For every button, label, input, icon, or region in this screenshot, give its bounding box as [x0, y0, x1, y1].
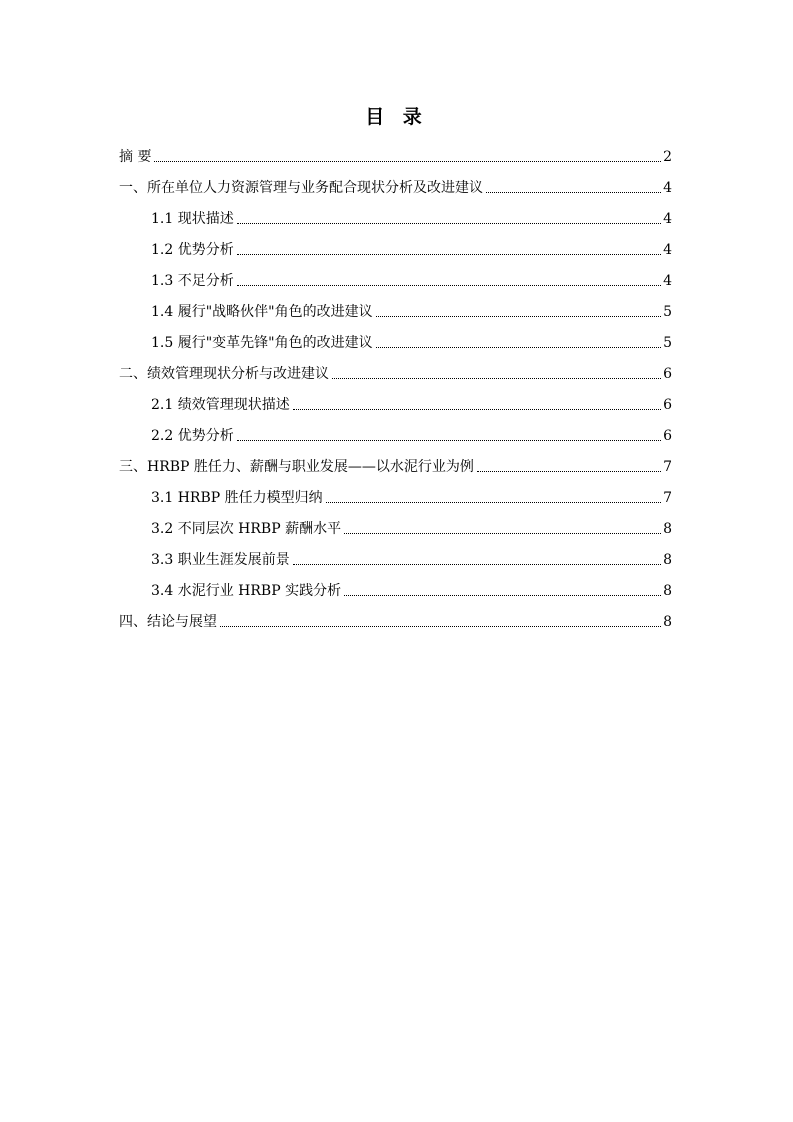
- toc-dot-leader: [376, 346, 661, 348]
- toc-entry-chapter-4[interactable]: [119, 609, 672, 631]
- toc-entry-abstract[interactable]: [119, 144, 672, 166]
- toc-page-number: 8: [663, 552, 672, 568]
- toc-entry-1-2[interactable]: [151, 237, 672, 259]
- toc-entry-1-5[interactable]: [151, 330, 672, 352]
- toc-page-number: 8: [663, 521, 672, 537]
- toc-dot-leader: [293, 408, 661, 410]
- toc-dot-leader: [376, 315, 661, 317]
- toc-dot-leader: [237, 253, 661, 255]
- toc-page-number: 8: [663, 583, 672, 599]
- toc-page-number: 5: [663, 304, 672, 320]
- toc-dot-leader: [237, 284, 661, 286]
- toc-page-number: 6: [663, 366, 672, 382]
- toc-entry-chapter-1[interactable]: [119, 175, 672, 197]
- toc-entry-text: 1.5 履行"变革先锋"角色的改进建议: [151, 335, 373, 351]
- toc-dot-leader: [293, 563, 661, 565]
- toc-page-number: 4: [663, 180, 672, 196]
- toc-entry-text: 四、结论与展望: [119, 614, 217, 630]
- toc-page-number: 4: [663, 211, 672, 227]
- toc-entry-text: 3.1 HRBP 胜任力模型归纳: [151, 490, 323, 506]
- toc-entry-1-4[interactable]: [151, 299, 672, 321]
- toc-entry-chapter-3[interactable]: [119, 454, 672, 476]
- toc-entry-text: 1.2 优势分析: [151, 242, 234, 258]
- toc-page-number: 7: [663, 490, 672, 506]
- toc-entry-text: 1.1 现状描述: [151, 211, 234, 227]
- toc-entry-text: 3.3 职业生涯发展前景: [151, 552, 290, 568]
- toc-entry-text: 一、所在单位人力资源管理与业务配合现状分析及改进建议: [119, 180, 483, 196]
- toc-entry-text: 1.3 不足分析: [151, 273, 234, 289]
- toc-page-number: 2: [663, 149, 672, 165]
- toc-dot-leader: [477, 470, 661, 472]
- toc-title: 目 录: [365, 106, 428, 128]
- toc-entry-text: 三、HRBP 胜任力、薪酬与职业发展——以水泥行业为例: [119, 459, 474, 475]
- toc-page-number: 4: [663, 273, 672, 289]
- toc-entry-3-1[interactable]: [151, 485, 672, 507]
- toc-entry-2-2[interactable]: [151, 423, 672, 445]
- toc-dot-leader: [332, 377, 661, 379]
- toc-entry-2-1[interactable]: [151, 392, 672, 414]
- toc-page-number: 8: [663, 614, 672, 630]
- toc-dot-leader: [237, 439, 661, 441]
- toc-page-number: 7: [663, 459, 672, 475]
- toc-entry-3-4[interactable]: [151, 578, 672, 600]
- toc-dot-leader: [326, 501, 661, 503]
- toc-dot-leader: [344, 594, 661, 596]
- toc-entry-chapter-2[interactable]: [119, 361, 672, 383]
- toc-page-number: 4: [663, 242, 672, 258]
- toc-entry-text: 摘 要: [119, 149, 152, 165]
- toc-dot-leader: [344, 532, 661, 534]
- toc-dot-leader: [237, 222, 661, 224]
- toc-page-number: 6: [663, 428, 672, 444]
- toc-entry-1-3[interactable]: [151, 268, 672, 290]
- toc-entry-text: 2.1 绩效管理现状描述: [151, 397, 290, 413]
- toc-page-number: 6: [663, 397, 672, 413]
- toc-entry-1-1[interactable]: [151, 206, 672, 228]
- toc-entry-3-3[interactable]: [151, 547, 672, 569]
- toc-entry-text: 3.2 不同层次 HRBP 薪酬水平: [151, 521, 342, 537]
- toc-entry-3-2[interactable]: [151, 516, 672, 538]
- toc-dot-leader: [486, 191, 661, 193]
- toc-entry-text: 3.4 水泥行业 HRBP 实践分析: [151, 583, 342, 599]
- toc-entry-text: 二、绩效管理现状分析与改进建议: [119, 366, 329, 382]
- toc-entry-text: 2.2 优势分析: [151, 428, 234, 444]
- toc-dot-leader: [220, 625, 661, 627]
- toc-page-number: 5: [663, 335, 672, 351]
- toc-entry-text: 1.4 履行"战略伙伴"角色的改进建议: [151, 304, 373, 320]
- toc-dot-leader: [154, 160, 661, 162]
